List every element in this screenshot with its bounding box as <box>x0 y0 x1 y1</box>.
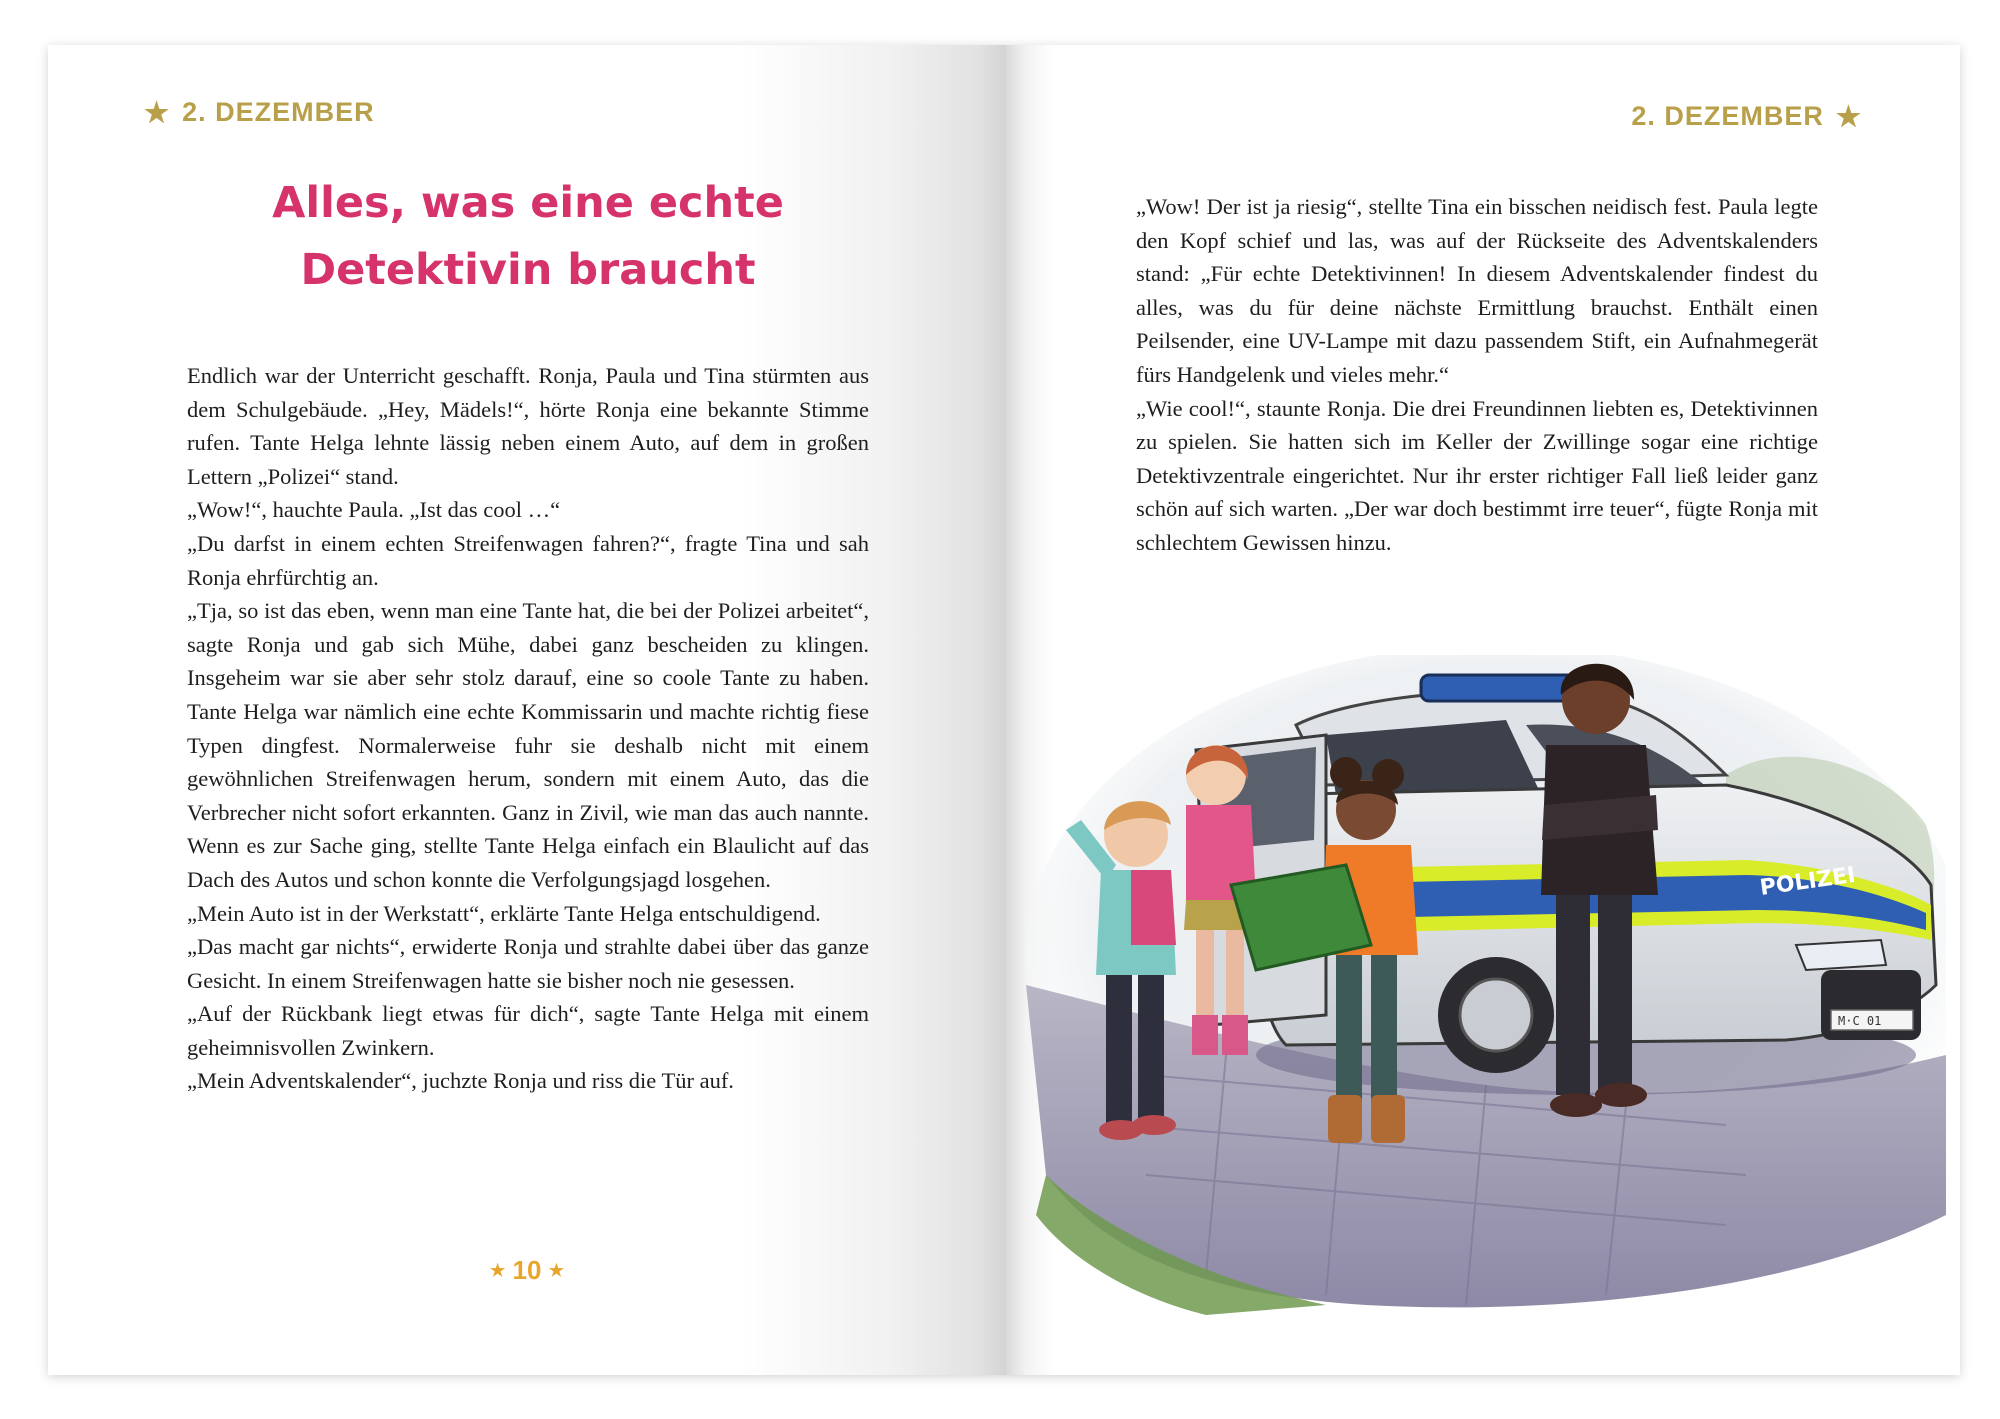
left-page <box>48 45 1006 1375</box>
car-hood-label: POLIZEI <box>1758 862 1858 901</box>
boot <box>1371 1095 1405 1143</box>
paragraph: „Auf der Rückbank liegt etwas für dich“, sagte Tante Helga mit einem geheimnisvollen Zwinkern. <box>187 1001 869 1060</box>
running-head-left <box>144 97 375 128</box>
star-icon: ★ <box>490 1261 506 1280</box>
paragraph: „Tja, so ist das eben, wenn man eine Tante hat, die bei der Polizei arbeitet“, sagte Ronja und gab sich Mühe, dabei ganz bescheiden zu klingen. Insgeheim war sie aber sehr stolz darauf, eine so coole Tante zu haben. Tante Helga war nämlich eine echte Kommissarin und machte richtig fiese Typen dingfest. Normalerweise fuhr sie deshalb nicht mit einem gewöhnlichen Streifenwagen herum, sondern mit einem Auto, das die Verbrecher nicht sofort erkannten. Ganz in Zivil, wie man das auch nannte. Wenn es zur Sache ging, stellte Tante Helga einfach ein Blaulicht auf das Dach des Autos und schon konnte die Verfolgungsjagd losgehen. <box>187 598 869 892</box>
chapter-title-line-2: Detektivin braucht <box>300 245 756 295</box>
book-spread <box>48 45 1960 1375</box>
star-icon: ★ <box>548 1261 564 1280</box>
jacket-pink <box>1131 870 1176 945</box>
police-car-illustration <box>1026 655 1946 1315</box>
right-page <box>1006 45 1960 1375</box>
paragraph: Endlich war der Unterricht geschafft. Ronja, Paula und Tina stürmten aus dem Schulgebäude. „Hey, Mädels!“, hörte Ronja eine bekannte Stimme rufen. Tante Helga lehnte lässig neben einem Auto, auf dem in großen Lettern „Polizei“ stand. <box>187 363 869 489</box>
page-number <box>48 1255 1006 1286</box>
boot <box>1328 1095 1362 1143</box>
shoe <box>1595 1083 1647 1107</box>
paragraph: „Mein Auto ist in der Werkstatt“, erklärte Tante Helga entschuldigend. <box>187 900 821 926</box>
trousers-right <box>1371 955 1397 1115</box>
car-rim <box>1460 979 1532 1051</box>
paragraph: „Wie cool!“, staunte Ronja. Die drei Freundinnen liebten es, Detektivinnen zu spielen. Sie hatten sich im Keller der Zwillinge sogar eine richtige Detektivzentrale eingerichtet. Nur ihr erster richtiger Fall ließ leider ganz schön auf sich warten. „Der war doch bestimmt irre teuer“, fügte Ronja mit schlechtem Gewissen hinzu. <box>1136 395 1818 555</box>
trousers-left <box>1556 895 1590 1095</box>
boot <box>1222 1015 1248 1055</box>
paragraph: „Du darfst in einem echten Streifenwagen fahren?“, fragte Tina und sah Ronja ehrfürchtig an. <box>187 530 869 590</box>
shoe <box>1550 1093 1602 1117</box>
headlight <box>1796 940 1886 970</box>
chapter-title-line-1: Alles, was eine echte <box>272 178 784 228</box>
trousers-left <box>1336 955 1362 1115</box>
star-icon: ★ <box>1835 100 1862 132</box>
running-head-text: 2. DEZEMBER <box>1631 101 1824 131</box>
right-body-text <box>1136 190 1818 560</box>
paragraph: „Wow!“, hauchte Paula. „Ist das cool …“ <box>187 497 561 523</box>
chapter-title <box>178 170 878 304</box>
boot <box>1192 1015 1218 1055</box>
paragraph: „Wow! Der ist ja riesig“, stellte Tina ein bisschen neidisch fest. Paula legte den Kopf schief und las, was auf der Rückseite des Adventskalenders stand: „Für echte Detektivinnen! In diesem Adventskalender findest du alles, was du für deine nächste Ermittlung brauchst. Enthält einen Peilsender, eine UV-Lampe mit dazu passendem Stift, ein Aufnahmegerät fürs Handgelenk und vieles mehr.“ <box>1136 194 1818 387</box>
star-icon: ★ <box>144 96 171 128</box>
paragraph: „Das macht gar nichts“, erwiderte Ronja und strahlte dabei über das ganze Gesicht. In einem Streifenwagen hatte sie bisher noch nie gesessen. <box>187 934 869 993</box>
paragraph: „Mein Adventskalender“, juchzte Ronja und riss die Tür auf. <box>187 1068 734 1094</box>
running-head-text: 2. DEZEMBER <box>182 97 375 127</box>
shoe <box>1132 1115 1176 1135</box>
left-body-text <box>187 359 869 1098</box>
running-head-right <box>1631 101 1862 132</box>
page-number-text: 10 <box>512 1255 542 1285</box>
trousers-right <box>1138 975 1164 1125</box>
trousers-left <box>1106 975 1132 1125</box>
license-plate-text: M·C 01 <box>1838 1014 1882 1028</box>
trousers-right <box>1598 895 1632 1095</box>
